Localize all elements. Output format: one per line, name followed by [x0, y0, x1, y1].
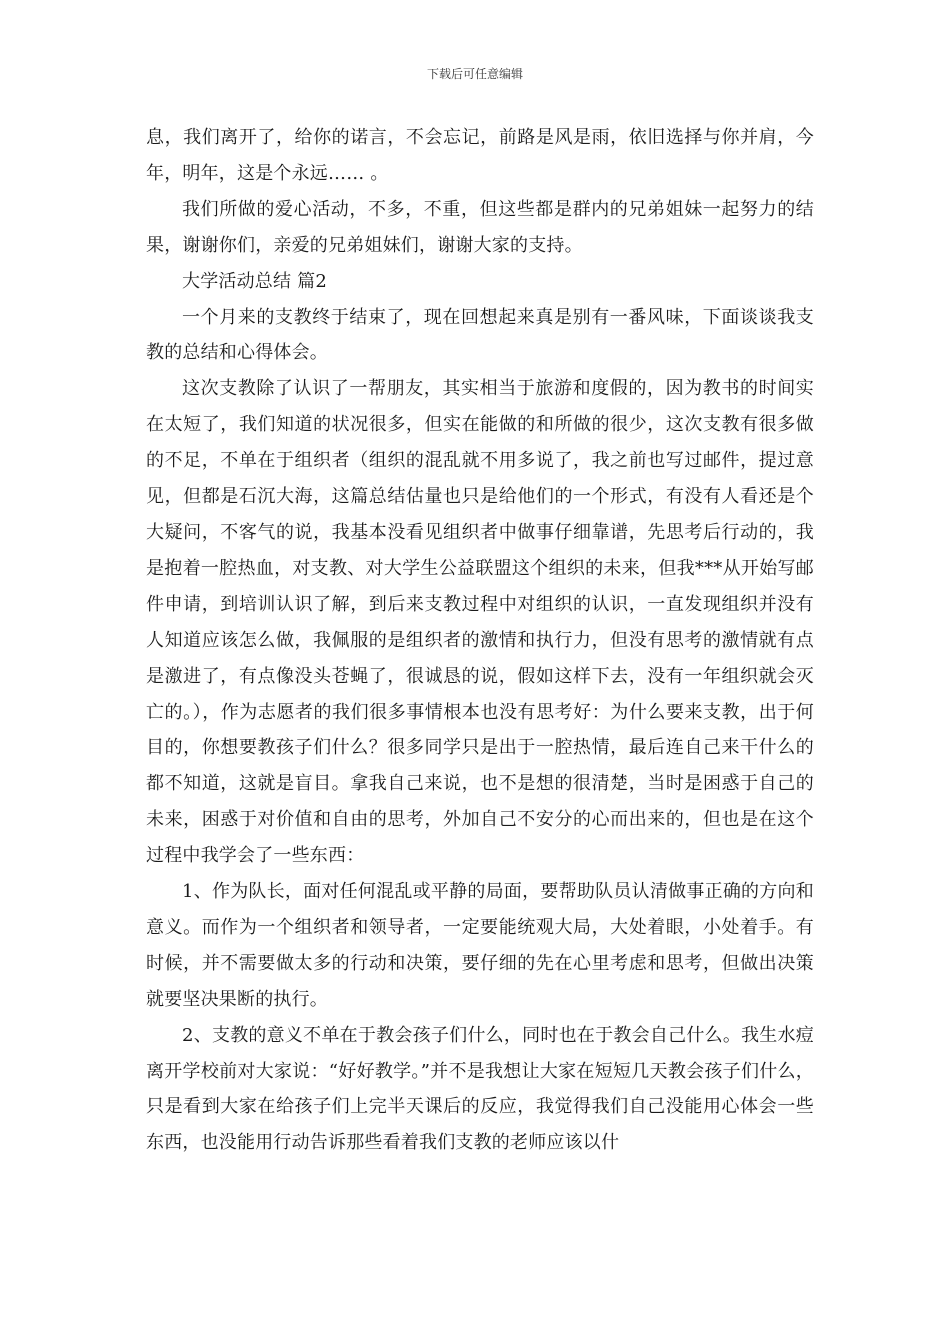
document-body — [146, 120, 814, 1161]
paragraph: 我们所做的爱心活动，不多，不重，但这些都是群内的兄弟姐妹一起努力的结果，谢谢你们，亲爱的兄弟姐妹们，谢谢大家的支持。 — [146, 198, 814, 256]
paragraph: 一个月来的支教终于结束了，现在回想起来真是别有一番风味，下面谈谈我支教的总结和心得体会。 — [146, 306, 814, 364]
paragraph: 1、作为队长，面对任何混乱或平静的局面，要帮助队员认清做事正确的方向和意义。而作为一个组织者和领导者，一定要能统观大局，大处着眼，小处着手。有时候，并不需要做太多的行动和决策，要仔细的先在心里考虑和思考，但做出决策就要坚决果断的执行。 — [146, 881, 814, 1010]
page-header: 下载后可任意编辑 — [426, 67, 523, 81]
paragraph: 这次支教除了认识了一帮朋友，其实相当于旅游和度假的，因为教书的时间实在太短了，我们知道的状况很多，但实在能做的和所做的很少，这次支教有很多做的不足，不单在于组织者（组织的混乱就不用多说了，我之前也写过邮件，提过意见，但都是石沉大海，这篇总结估量也只是给他们的一个形式，有没有人看还是个大疑问，不客气的说，我基本没看见组织者中做事仔细靠谱，先思考后行动的，我是抱着一腔热血，对支教、对大学生公益联盟这个组织的未来，但我***从开始写邮件申请，到培训认识了解，到后来支教过程中对组织的认识，一直发现组织并没有人知道应该怎么做，我佩服的是组织者的激情和执行力，但没有思考的激情就有点是激进了，有点像没头苍蝇了，很诚恳的说，假如这样下去，没有一年组织就会灭亡的。），作为志愿者的我们很多事情根本也没有思考好：为什么要来支教，出于何目的，你想要教孩子们什么？很多同学只是出于一腔热情，最后连自己来干什么的都不知道，这就是盲目。拿我自己来说，也不是想的很清楚，当时是困惑于自己的未来，困惑于对价值和自由的思考，外加自己不安分的心而出来的，但也是在这个过程中我学会了一些东西： — [146, 378, 814, 867]
paragraph: 2、支教的意义不单在于教会孩子们什么，同时也在于教会自己什么。我生水痘离开学校前对大家说：“好好教学。”并不是我想让大家在短短几天教会孩子们什么，只是看到大家在给孩子们上完半天课后的反应，我觉得我们自己没能用心体会一些东西，也没能用行动告诉那些看着我们支教的老师应该以什 — [146, 1024, 814, 1154]
section-heading: 大学活动总结 篇2 — [182, 270, 327, 292]
paragraph-continuation: 息，我们离开了，给你的诺言，不会忘记，前路是风是雨，依旧选择与你并肩，今年，明年，这是个永远…… 。 — [146, 127, 814, 184]
